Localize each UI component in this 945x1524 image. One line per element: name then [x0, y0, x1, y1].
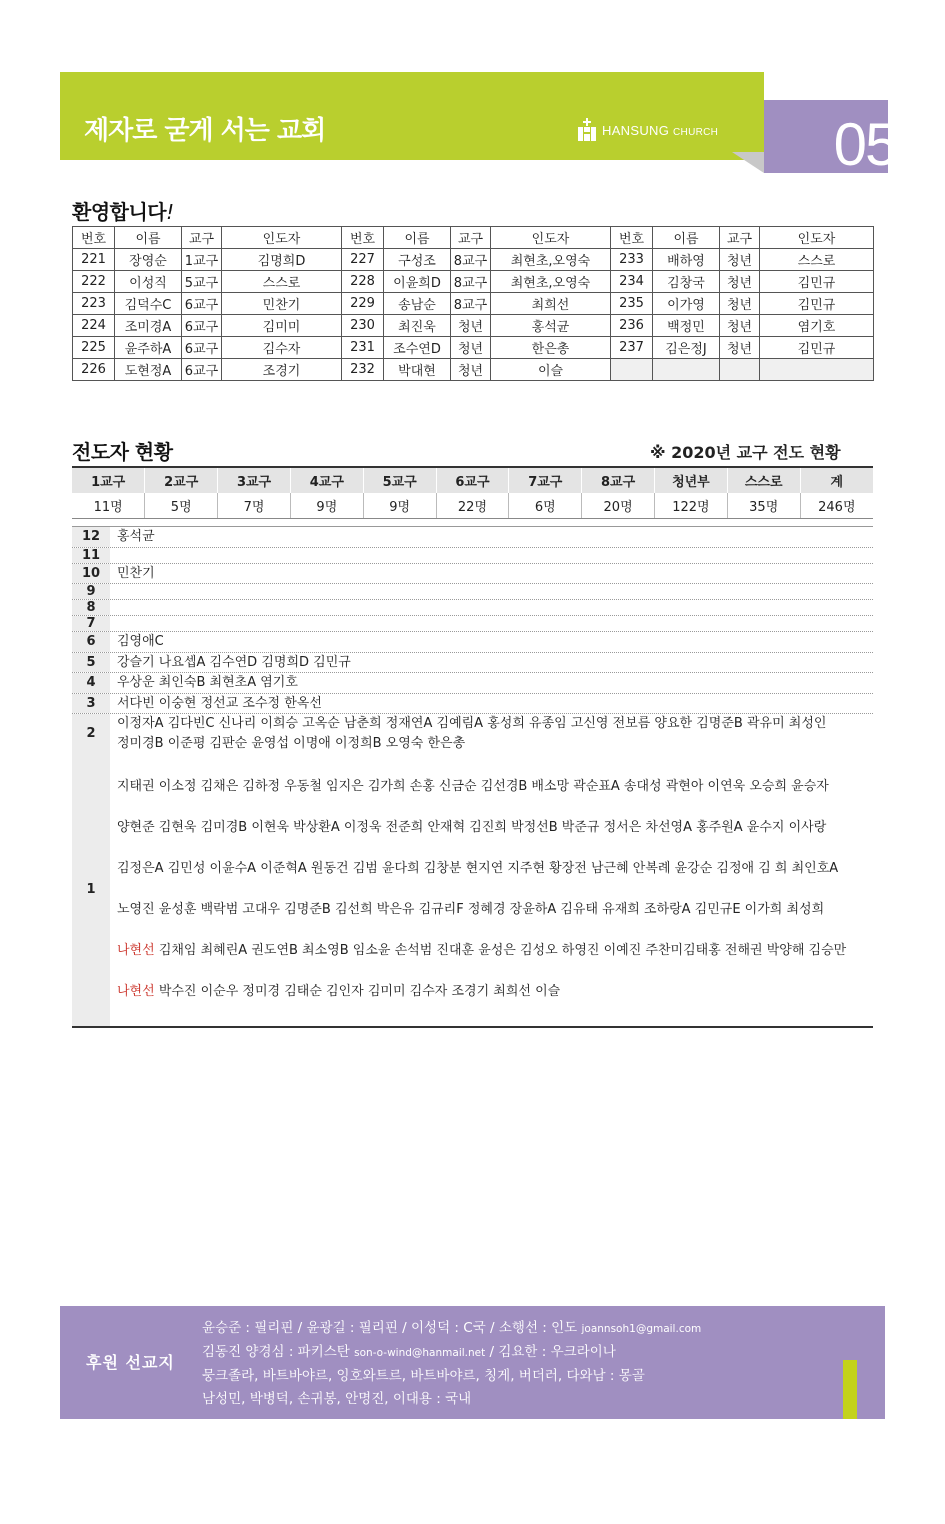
welcome-cell: 228: [342, 271, 384, 293]
rank-names: [110, 616, 873, 631]
welcome-cell: 최진욱: [384, 315, 451, 337]
church-cross-icon: [578, 118, 596, 142]
summary-value: 6명: [509, 493, 582, 519]
rank-number: 11: [72, 548, 110, 563]
logo-text: HANSUNG CHURCH: [602, 122, 719, 138]
rank-names: 이정자A 김다빈C 신나리 이희승 고옥순 남춘희 정재연A 김예림A 홍성희 유종임 고신영 전보름 양요한 김명준B 곽유미 최성인 정미경B 이준평 김판순 윤영섭 이명애 이정희B 오영숙 한은총: [117, 716, 827, 751]
rank-row-1: [72, 753, 873, 1026]
welcome-row: [73, 249, 874, 271]
rank-row: [72, 714, 873, 753]
welcome-cell: 김민규: [760, 293, 874, 315]
welcome-cell: 6교구: [182, 315, 222, 337]
summary-header: 2교구: [145, 467, 218, 493]
mission-email: joannsoh1@gmail.com: [581, 1323, 702, 1335]
rank-row: [72, 632, 873, 653]
welcome-cell: 233: [611, 249, 653, 271]
welcome-cell: 스스로: [760, 249, 874, 271]
rank-names: 김영애C: [117, 634, 164, 649]
summary-value-row: [72, 493, 873, 519]
summary-value: 9명: [363, 493, 436, 519]
rank-number: 8: [72, 600, 110, 615]
rank1-line: 지태권 이소정 김채은 김하정 우동철 임지은 김가희 손홍 신금순 김선경B 배소망 곽순표A 송대성 곽현아 이연욱 오승희 윤승자: [117, 778, 829, 794]
missions-line: 김동진 양경심 : 파키스탄 son-o-wind@hanmail.net / 김요한 : 우크라이나: [202, 1344, 616, 1360]
welcome-cell: 청년: [720, 271, 760, 293]
welcome-cell: 청년: [451, 337, 491, 359]
accent-bar: [843, 1360, 857, 1419]
missions-label: 후원 선교지: [86, 1353, 175, 1372]
welcome-title: 환영합니다!: [72, 200, 174, 224]
summary-header: 스스로: [727, 467, 800, 493]
welcome-cell: 조수연D: [384, 337, 451, 359]
welcome-cell: 226: [73, 359, 115, 381]
evangelist-rank-list: [72, 526, 873, 1028]
welcome-cell: 5교구: [182, 271, 222, 293]
welcome-cell: 최현초,오영숙: [491, 249, 611, 271]
welcome-cell: 이슬: [491, 359, 611, 381]
evangelism-note: ※ 2020년 교구 전도 현황: [650, 443, 841, 462]
welcome-cell: 237: [611, 337, 653, 359]
rank-names: 강슬기 나요셉A 김수연D 김명희D 김민규: [117, 654, 351, 670]
rank-names: [110, 753, 873, 1026]
welcome-cell: 김창국: [653, 271, 720, 293]
church-logo: [578, 118, 718, 142]
rank-row: [72, 653, 873, 674]
rank-number: 9: [72, 584, 110, 599]
welcome-cell: [720, 359, 760, 381]
rank-names: 홍석균: [117, 529, 155, 544]
welcome-cell: 236: [611, 315, 653, 337]
welcome-cell: 김은정J: [653, 337, 720, 359]
welcome-cell: 김수자: [222, 337, 342, 359]
welcome-cell: 홍석균: [491, 315, 611, 337]
summary-value: 7명: [218, 493, 291, 519]
welcome-cell: 구성조: [384, 249, 451, 271]
mission-email: son-o-wind@hanmail.net: [354, 1347, 486, 1359]
missions-line: 남성민, 박병덕, 손귀봉, 안명진, 이대용 : 국내: [202, 1391, 472, 1407]
rank-number: 7: [72, 616, 110, 631]
supported-missions-box: [60, 1306, 885, 1419]
summary-value: 246명: [800, 493, 873, 519]
summary-value: 20명: [582, 493, 655, 519]
summary-header: 8교구: [582, 467, 655, 493]
welcome-cell: 도현정A: [115, 359, 182, 381]
welcome-cell: 224: [73, 315, 115, 337]
welcome-cell: 김미미: [222, 315, 342, 337]
welcome-cell: 청년: [720, 293, 760, 315]
rank-row: [72, 673, 873, 694]
header-fold: [732, 152, 764, 173]
welcome-cell: 김민규: [760, 271, 874, 293]
welcome-cell: 장영순: [115, 249, 182, 271]
welcome-cell: 6교구: [182, 337, 222, 359]
welcome-cell: 6교구: [182, 359, 222, 381]
welcome-cell: 조미경A: [115, 315, 182, 337]
summary-value: 35명: [727, 493, 800, 519]
welcome-cell: 221: [73, 249, 115, 271]
missions-line: 윤승준 : 필리핀 / 윤광길 : 필리핀 / 이성덕 : C국 / 소행선 : 인도 joannsoh1@gmail.com: [202, 1320, 702, 1336]
welcome-column-header: 이름: [115, 227, 182, 249]
missions-line: 뭉크졸라, 바트바야르, 잉호와트르, 바트바야르, 칭게, 버더러, 다와남 : 몽골: [202, 1368, 645, 1384]
rank1-line: 나현선 박수진 이순우 정미경 김태순 김인자 김미미 김수자 조경기 최희선 이슬: [117, 983, 561, 999]
welcome-cell: 김민규: [760, 337, 874, 359]
missions-list: [202, 1317, 701, 1411]
welcome-cell: 231: [342, 337, 384, 359]
welcome-cell: 222: [73, 271, 115, 293]
evangelism-title: 전도자 현황: [72, 440, 173, 464]
welcome-column-header: 교구: [720, 227, 760, 249]
welcome-cell: 청년: [451, 359, 491, 381]
welcome-cell: 이가영: [653, 293, 720, 315]
welcome-row: [73, 359, 874, 381]
evangelism-summary-table: [72, 466, 873, 519]
rank-number: 10: [72, 564, 110, 584]
rank-row: [72, 564, 873, 585]
welcome-header-row: [73, 227, 874, 249]
welcome-column-header: 인도자: [760, 227, 874, 249]
welcome-row: [73, 271, 874, 293]
rank1-line: 양현준 김현욱 김미경B 이현욱 박상환A 이정욱 전준희 안재혁 김진희 박정선B 박준규 정서은 차선영A 홍주원A 윤수지 이사랑: [117, 819, 827, 835]
welcome-cell: 청년: [720, 337, 760, 359]
welcome-cell: 232: [342, 359, 384, 381]
summary-header: 6교구: [436, 467, 509, 493]
rank-number: 12: [72, 527, 110, 547]
welcome-row: [73, 337, 874, 359]
welcome-cell: 청년: [720, 315, 760, 337]
rank1-line: 나현선 김채임 최혜린A 권도연B 최소영B 임소윤 손석범 진대훈 윤성은 김성오 하영진 이예진 주찬미김태홍 전해권 박양해 김승만: [117, 942, 847, 958]
rank-number: 3: [72, 694, 110, 714]
welcome-table: [72, 226, 874, 381]
welcome-cell: 박대현: [384, 359, 451, 381]
rank-names: 서다빈 이숭현 정선교 조수정 한옥선: [117, 695, 322, 711]
welcome-cell: 스스로: [222, 271, 342, 293]
summary-header: 3교구: [218, 467, 291, 493]
summary-header: 5교구: [363, 467, 436, 493]
welcome-row: [73, 315, 874, 337]
summary-header: 7교구: [509, 467, 582, 493]
welcome-cell: [653, 359, 720, 381]
welcome-cell: 백정민: [653, 315, 720, 337]
welcome-cell: 조경기: [222, 359, 342, 381]
welcome-cell: 최희선: [491, 293, 611, 315]
welcome-cell: 김덕수C: [115, 293, 182, 315]
summary-value: 22명: [436, 493, 509, 519]
rank-row: [72, 584, 873, 600]
welcome-column-header: 번호: [73, 227, 115, 249]
welcome-cell: 235: [611, 293, 653, 315]
rank1-line: 노영진 윤성훈 백락범 고대우 김명준B 김선희 박은유 김규리F 정혜경 장윤하A 김유태 유재희 조하랑A 김민규E 이가희 최성희: [117, 901, 825, 917]
welcome-column-header: 교구: [451, 227, 491, 249]
rank-names: [110, 548, 873, 563]
welcome-cell: 1교구: [182, 249, 222, 271]
welcome-cell: 223: [73, 293, 115, 315]
welcome-cell: 김명희D: [222, 249, 342, 271]
rank-number: 4: [72, 673, 110, 693]
rank-number: 2: [72, 714, 110, 753]
rank-names: [110, 600, 873, 615]
summary-header-row: [72, 467, 873, 493]
summary-value: 122명: [655, 493, 728, 519]
welcome-cell: 청년: [451, 315, 491, 337]
welcome-cell: 8교구: [451, 249, 491, 271]
welcome-cell: 이성직: [115, 271, 182, 293]
welcome-cell: 청년: [720, 249, 760, 271]
rank-row: [72, 527, 873, 548]
summary-header: 청년부: [655, 467, 728, 493]
welcome-column-header: 이름: [653, 227, 720, 249]
summary-value: 9명: [290, 493, 363, 519]
rank-number: 1: [72, 753, 110, 1026]
welcome-column-header: 번호: [342, 227, 384, 249]
welcome-column-header: 인도자: [222, 227, 342, 249]
welcome-cell: [611, 359, 653, 381]
highlighted-name: 나현선: [117, 983, 155, 999]
welcome-cell: 6교구: [182, 293, 222, 315]
rank-number: 6: [72, 632, 110, 652]
welcome-cell: 8교구: [451, 271, 491, 293]
summary-value: 5명: [145, 493, 218, 519]
welcome-cell: 229: [342, 293, 384, 315]
rank-names: [110, 584, 873, 599]
welcome-cell: 이윤희D: [384, 271, 451, 293]
rank-row: [72, 616, 873, 632]
welcome-cell: 민찬기: [222, 293, 342, 315]
rank-names: 민찬기: [117, 565, 155, 581]
welcome-cell: 최현초,오영숙: [491, 271, 611, 293]
rank-row: [72, 694, 873, 715]
welcome-cell: 234: [611, 271, 653, 293]
summary-value: 11명: [72, 493, 145, 519]
rank-row: [72, 600, 873, 616]
summary-header: 4교구: [290, 467, 363, 493]
welcome-cell: 225: [73, 337, 115, 359]
welcome-column-header: 교구: [182, 227, 222, 249]
welcome-cell: 한은총: [491, 337, 611, 359]
welcome-row: [73, 293, 874, 315]
welcome-cell: 8교구: [451, 293, 491, 315]
rank-names: 우상운 최인숙B 최현초A 염기호: [117, 675, 298, 690]
page-number: 05: [833, 111, 897, 178]
welcome-cell: 윤주하A: [115, 337, 182, 359]
welcome-cell: 230: [342, 315, 384, 337]
welcome-column-header: 이름: [384, 227, 451, 249]
welcome-cell: 송남순: [384, 293, 451, 315]
welcome-column-header: 인도자: [491, 227, 611, 249]
rank1-line: 김정은A 김민성 이윤수A 이준혁A 원동건 김범 윤다희 김창분 현지연 지주현 황장전 남근혜 안복례 윤강순 김정애 김 희 최인호A: [117, 860, 839, 876]
welcome-cell: 227: [342, 249, 384, 271]
summary-header: 1교구: [72, 467, 145, 493]
rank-row: [72, 548, 873, 564]
welcome-column-header: 번호: [611, 227, 653, 249]
rank-number: 5: [72, 653, 110, 673]
welcome-cell: 배하영: [653, 249, 720, 271]
welcome-cell: [760, 359, 874, 381]
summary-header: 계: [800, 467, 873, 493]
page-title: 제자로 굳게 서는 교회: [84, 116, 326, 146]
welcome-cell: 염기호: [760, 315, 874, 337]
highlighted-name: 나현선: [117, 942, 155, 958]
